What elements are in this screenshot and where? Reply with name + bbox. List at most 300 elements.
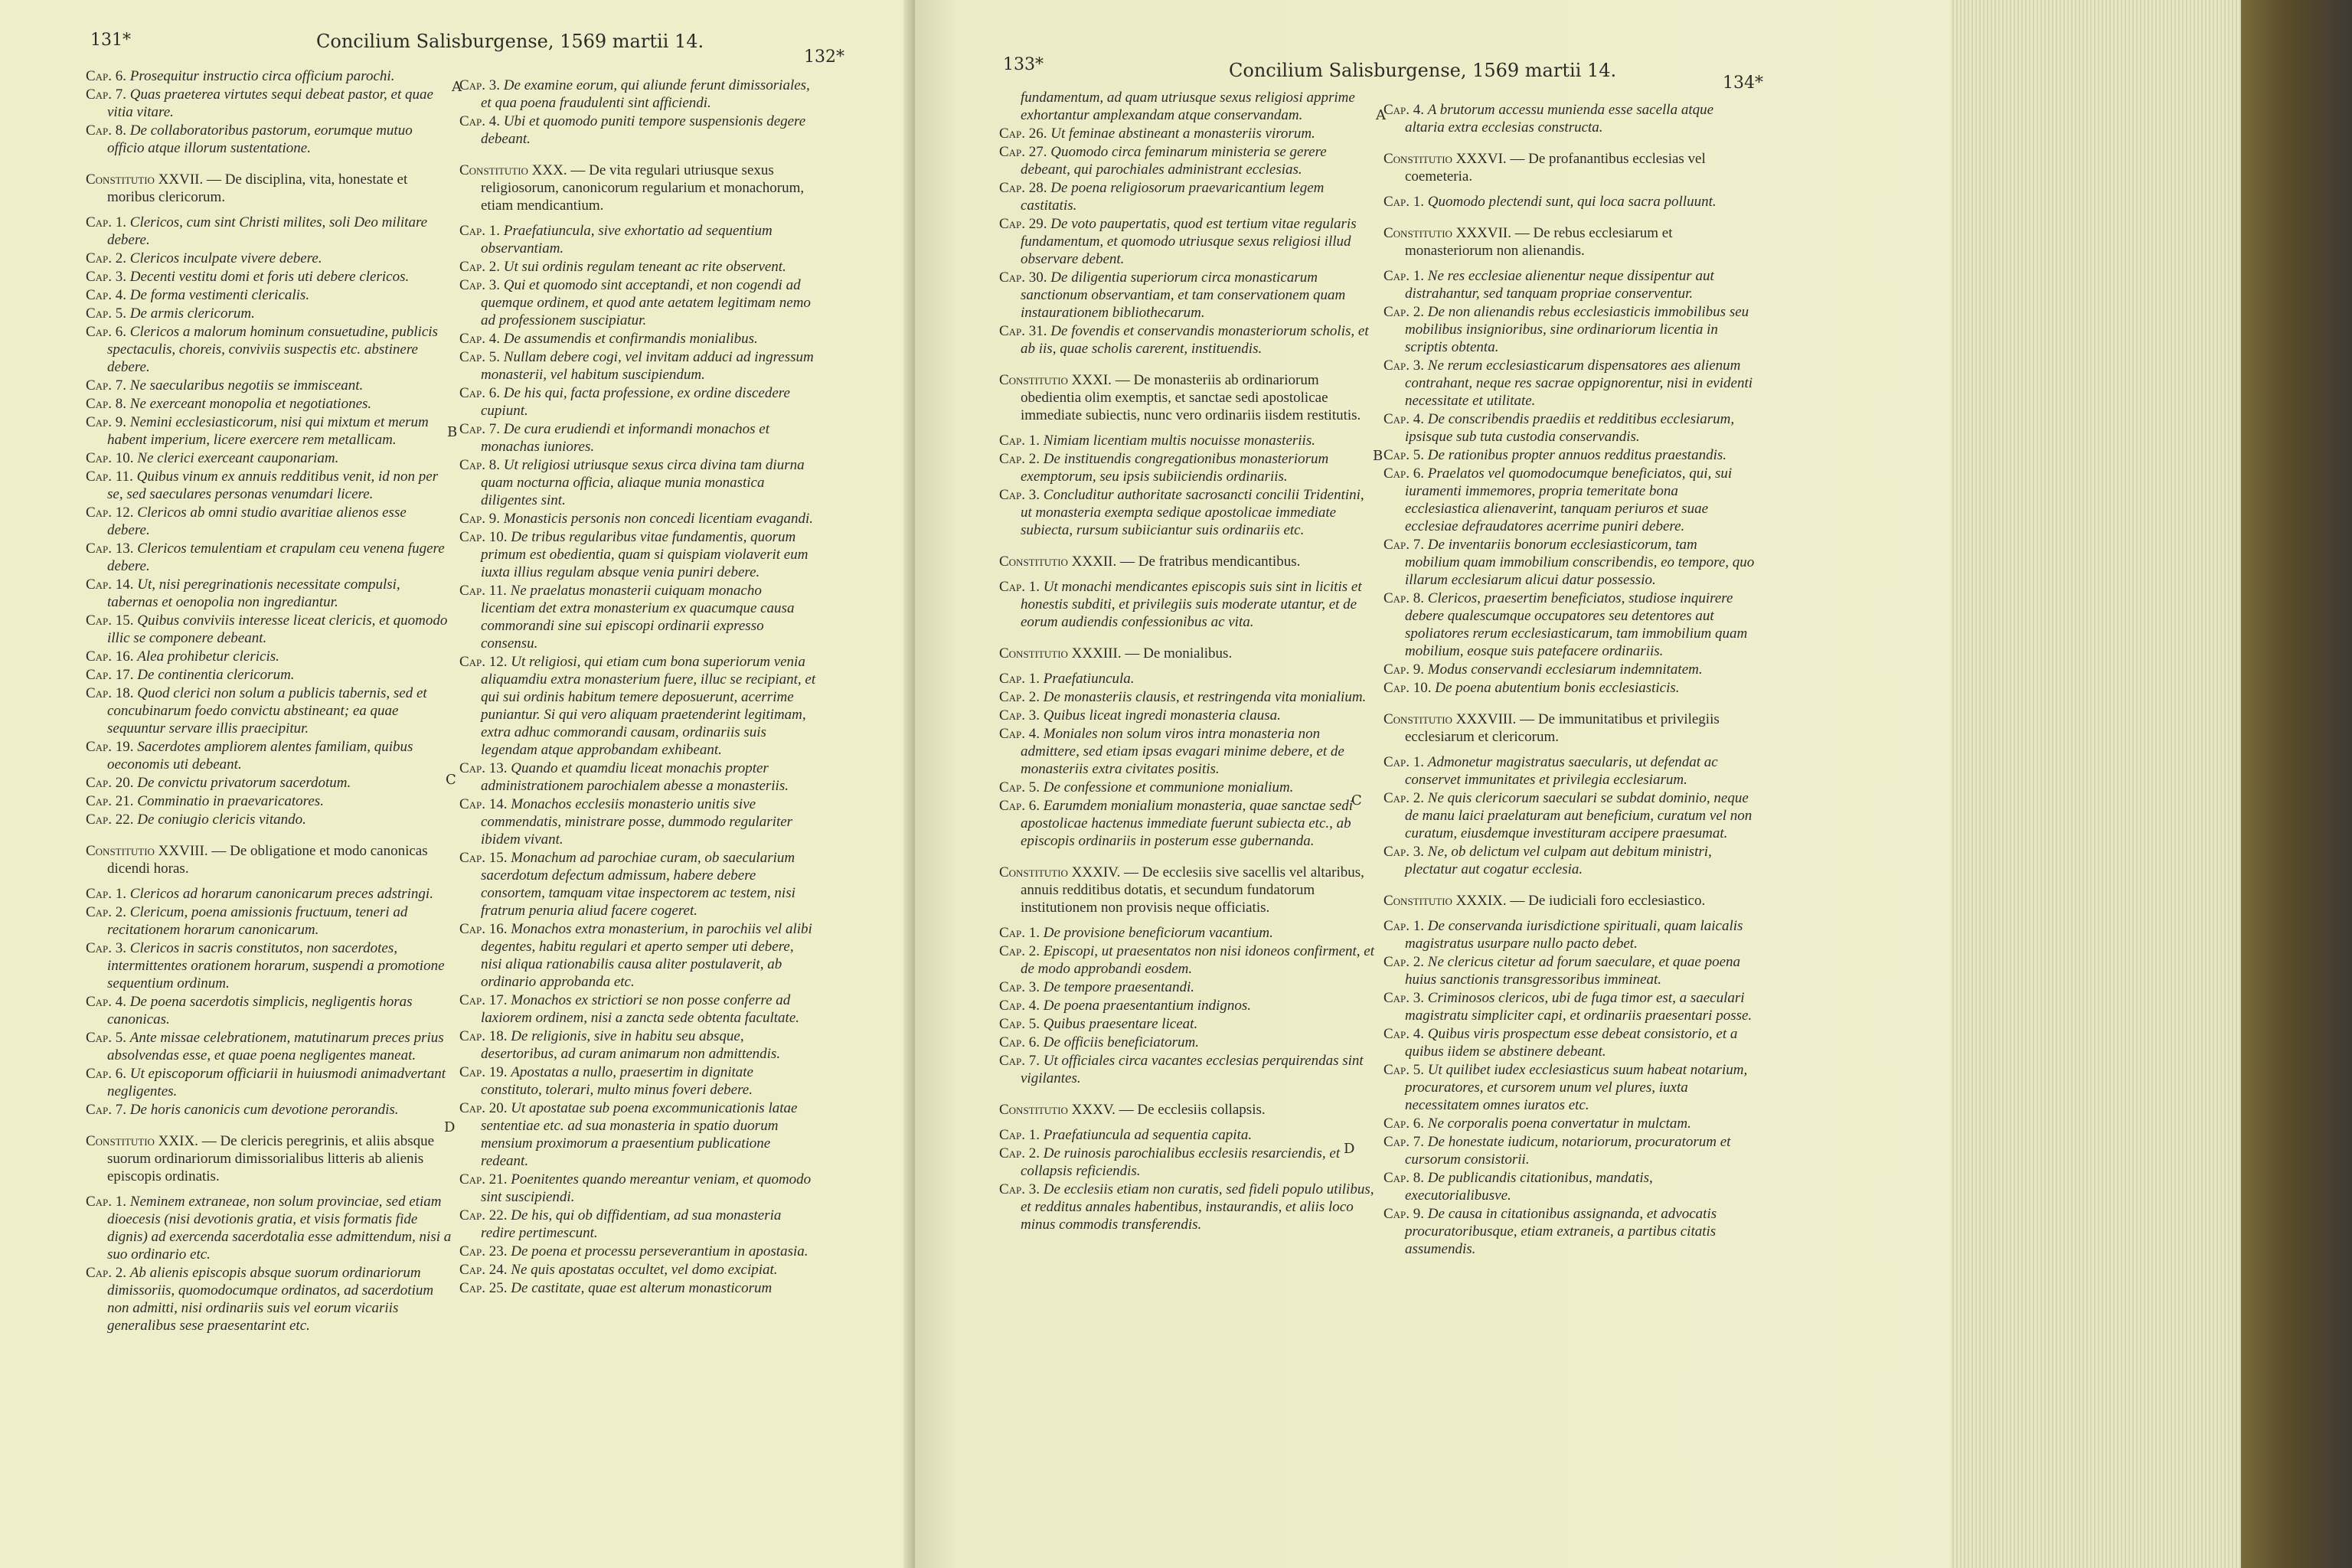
chapter-entry [999,725,1374,778]
chapter-entry [86,67,452,85]
chapter-text: Clericos, cum sint Christi milites, soli Deo militare debere. [107,214,428,248]
chapter-entry [86,738,452,773]
chapter-text: De publicandis citationibus, mandatis, executorialibusve. [1405,1170,1653,1204]
chapter-entry [86,305,452,322]
chapter-number: Cap. 6. [999,798,1040,814]
chapter-text: Ne clerici exerceant cauponariam. [137,450,339,466]
chapter-entry [999,942,1374,978]
chapter-text: Ne quis apostatas occultet, vel domo excipiat. [511,1262,778,1278]
chapter-text: De his, qui ob diffidentiam, ad sua monasteria redire pertimescunt. [481,1207,782,1241]
constitution-subject: — De ecclesiis collapsis. [1119,1102,1266,1118]
constitution-subject: — De monialibus. [1125,645,1233,662]
chapter-entry [86,811,452,828]
constitution-heading [999,371,1374,424]
chapter-entry [86,268,452,286]
chapter-number: Cap. 5. [459,349,501,365]
chapter-number: Cap. 3. [1383,844,1425,860]
chapter-entry [1383,410,1755,446]
chapter-number: Cap. 6. [86,68,127,84]
chapter-number: Cap. 13. [86,541,134,557]
chapter-text: Quibus conviviis interesse liceat clericis, et quomodo illic se componere debeant. [107,612,448,646]
chapter-text: De conservanda iurisdictione spirituali, quam laicalis magistratus usurpare nullo pacto debet. [1405,918,1743,952]
chapter-text: Quod clerici non solum a publicis tabernis, sed et concubinarum foedo convictu abstineant; ea quae sequuntur servare illis praecipitur. [107,685,427,737]
chapter-text: Monachum ad parochiae curam, ob saecularium sacerdotum defectum admissum, habere debere consortem, tamquam vitae inspectorem ac testem, nisi fratrum penuria aliud facere cogeret. [481,850,795,919]
chapter-text: De rationibus propter annuos redditus praestandis. [1427,447,1727,463]
chapter-entry [459,510,818,528]
chapter-number: Cap. 5. [86,305,127,322]
constitution-subject: — De iudiciali foro ecclesiastico. [1510,893,1706,909]
chapter-text: De honestate iudicum, notariorum, procuratorum et cursorum consistorii. [1405,1134,1731,1168]
chapter-entry [459,420,818,456]
chapter-number: Cap. 6. [999,1034,1040,1050]
chapter-entry [1383,917,1755,952]
chapter-text: Ut religiosi, qui etiam cum bona superiorum venia aliquamdiu extra monasterium fuere, illuc se recipiant, et qui sui ordinis habitum temere deposuerunt, acerrime puniantur. Si qui vero aliquam praetenderint legitimam, extra adhuc commorandi causam, ordinariis suis legendam atque approbandam exhibeant. [481,654,816,758]
chapter-text: Ut religiosi utriusque sexus circa divina tam diurna quam nocturna officia, aliaque munia monastica diligentes sint. [481,457,805,508]
chapter-number: Cap. 29. [999,216,1047,232]
chapter-text: Nullam debere cogi, vel invitam adduci ad ingressum monasterii, vel habitum suscipiendum. [481,349,814,383]
chapter-entry [999,1015,1374,1033]
constitution-title: Constitutio XXIX. [86,1133,198,1149]
chapter-number: Cap. 3. [459,277,501,293]
chapter-text: Qui et quomodo sint acceptandi, et non cogendi ad quemque ordinem, et quod ante aetatem legitimam nemo ad professionem suscipiatur. [481,277,811,328]
chapter-text: Quibus liceat ingredi monasteria clausa. [1043,707,1281,724]
chapter-text: Episcopi, ut praesentatos non nisi idoneos confirment, et de modo approbandi eosdem. [1021,943,1375,977]
chapter-number: Cap. 14. [86,577,134,593]
chapter-entry [999,1181,1374,1233]
chapter-entry [86,1065,452,1100]
chapter-text: fundamentum, ad quam utriusque sexus religiosi apprime exhortantur amplexandam atque conservandam. [1021,90,1355,123]
chapter-entry [1383,536,1755,589]
constitution-subject: — De ecclesiis sive sacellis vel altaribus, annuis redditibus dotatis, et secundum fundatorum institutionem non provisis neque officiatis. [1021,864,1364,916]
chapter-entry [86,323,452,376]
chapter-number: Cap. 6. [86,1066,127,1082]
chapter-text: Earumdem monialium monasteria, quae sanctae sedi apostolicae hactenus immediate fuerunt subiecta etc., ab episcopis ordinariis in posterum esse gubernanda. [1021,798,1354,849]
chapter-entry [459,849,818,920]
chapter-entry [86,395,452,413]
chapter-text: De poena praesentantium indignos. [1043,998,1252,1014]
chapter-entry [999,143,1374,178]
chapter-number: Cap. 30. [999,270,1047,286]
page-edges [1950,0,2241,1568]
chapter-entry [999,797,1374,850]
chapter-number: Cap. 3. [86,940,127,956]
chapter-text: Moniales non solum viros intra monasteria non admittere, sed etiam ipsas evagari minime debere, et de monasteriis extra civitates positis. [1021,726,1344,777]
margin-mark: A [1376,107,1386,123]
chapter-entry [999,450,1374,485]
chapter-number: Cap. 5. [999,779,1040,795]
chapter-number: Cap. 16. [86,648,134,665]
chapter-number: Cap. 7. [86,377,127,394]
constitution-heading [1383,150,1755,185]
chapter-number: Cap. 17. [459,992,508,1008]
left-column-2 [459,77,818,1298]
chapter-number: Cap. 7. [459,421,501,437]
chapter-number: Cap. 6. [459,385,501,401]
chapter-text: De castitate, quae est alterum monasticorum [511,1280,773,1296]
chapter-entry [999,125,1374,142]
chapter-entry [999,578,1374,631]
chapter-number: Cap. 7. [1383,537,1425,553]
chapter-text: Ut officiales circa vacantes ecclesias perquirendas sint vigilantes. [1021,1053,1364,1086]
chapter-number: Cap. 1. [86,214,127,230]
chapter-number: Cap. 15. [86,612,134,629]
book-cover-edge [2241,0,2352,1568]
chapter-number: Cap. 20. [86,775,134,791]
chapter-text: Neminem extraneae, non solum provinciae, sed etiam dioecesis (nisi devotionis gratia, et visis formatis fide dignis) ad exercenda sacerdotalia esse admittendum, nisi a suo ordinario etc. [107,1194,452,1263]
chapter-number: Cap. 1. [1383,268,1425,284]
chapter-text: Clericos in sacris constitutos, non sacerdotes, intermittentes orationem horarum, suspendi a promotione sequentium ordinum. [107,940,445,991]
chapter-text: Ut feminae abstineant a monasteriis virorum. [1050,126,1315,142]
chapter-number: Cap. 1. [999,925,1040,941]
constitution-title: Constitutio XXVII. [86,172,204,188]
chapter-entry [86,540,452,575]
chapter-number: Cap. 4. [999,726,1040,742]
chapter-entry [999,215,1374,268]
chapter-number: Cap. 3. [999,979,1040,995]
chapter-number: Cap. 13. [459,760,508,776]
chapter-entry [999,1145,1374,1180]
chapter-text: De officiis beneficiatorum. [1043,1034,1199,1050]
chapter-text: Nemini ecclesiasticorum, nisi qui mixtum et merum habent imperium, licere exercere rem metallicam. [107,414,429,448]
left-column-1 [86,67,452,1335]
chapter-number: Cap. 2. [999,689,1040,705]
chapter-entry [86,774,452,792]
chapter-text: De forma vestimenti clericalis. [129,287,310,303]
chapter-text: De provisione beneficiorum vacantium. [1043,925,1273,941]
chapter-entry [86,612,452,647]
chapter-entry [86,449,452,467]
chapter-entry [86,1101,452,1119]
chapter-number: Cap. 1. [86,886,127,902]
chapter-number: Cap. 12. [459,654,508,670]
chapter-entry [1383,661,1755,678]
chapter-text: Comminatio in praevaricatores. [137,793,324,809]
chapter-entry [459,1027,818,1063]
chapter-text: Quibus viris prospectum esse debeat consistorio, et a quibus iidem se abstinere debeant. [1405,1026,1738,1060]
chapter-text: De fovendis et conservandis monasteriorum scholis, et ab iis, quae scholis carerent, instituendis. [1021,323,1369,357]
constitution-heading [459,162,818,214]
constitution-title: Constitutio XXXVIII. [1383,711,1517,727]
constitution-title: Constitutio XXXIII. [999,645,1122,662]
chapter-entry [459,582,818,652]
chapter-text: Monasticis personis non concedi licentiam evagandi. [503,511,814,527]
chapter-entry [999,1052,1374,1087]
constitution-heading [1383,710,1755,746]
chapter-entry [999,179,1374,214]
constitution-heading [86,171,452,206]
chapter-number: Cap. 4. [1383,1026,1425,1042]
chapter-entry [459,1063,818,1099]
constitution-title: Constitutio XXXVI. [1383,151,1507,167]
chapter-entry [459,1243,818,1260]
chapter-number: Cap. 28. [999,180,1047,196]
chapter-number: Cap. 1. [999,433,1040,449]
chapter-entry [459,77,818,112]
chapter-number: Cap. 15. [459,850,508,866]
running-header: Concilium Salisburgense, 1569 martii 14. [316,31,704,52]
chapter-number: Cap. 3. [86,269,127,285]
chapter-number: Cap. 3. [999,1181,1040,1197]
chapter-text: De poena abutentium bonis ecclesiasticis. [1435,680,1680,696]
chapter-text: Praefatiuncula, sive exhortatio ad sequentium observantiam. [481,223,773,256]
chapter-entry [1383,193,1755,211]
chapter-entry [999,486,1374,539]
left-page [0,0,915,1568]
margin-mark: C [446,772,456,788]
constitution-heading [999,645,1374,662]
chapter-number: Cap. 23. [459,1243,508,1259]
chapter-text: De his qui, facta professione, ex ordine discedere cupiunt. [481,385,790,419]
chapter-entry [86,1193,452,1263]
chapter-number: Cap. 22. [459,1207,508,1223]
chapter-entry [86,993,452,1028]
chapter-number: Cap. 4. [1383,411,1425,427]
constitution-subject: — De vita regulari utriusque sexus religiosorum, canonicorum regularium et monachorum, etiam mendicantium. [481,162,805,214]
chapter-text: Clericos temulentiam et crapulam ceu venena fugere debere. [107,541,445,574]
chapter-number: Cap. 19. [86,739,134,755]
chapter-text: Clericos a malorum hominum consuetudine, publicis spectaculis, choreis, conviviis suspectis etc. abstinere debere. [107,324,438,375]
chapter-number: Cap. 2. [86,904,127,920]
constitution-subject: — De monasteriis ab ordinariorum obedientia olim exemptis, et sanctae sedi apostolicae immediate subiectis, nunc vero ordinariis iisdem restitutis. [1021,372,1361,423]
chapter-number: Cap. 8. [459,457,501,473]
constitution-title: Constitutio XXXV. [999,1102,1116,1118]
chapter-entry [459,653,818,759]
chapter-text: Praefatiuncula ad sequentia capita. [1043,1127,1253,1143]
constitution-subject: — De immunitatibus et privilegiis ecclesiarum et clericorum. [1405,711,1720,745]
chapter-text: Ne praelatus monasterii cuiquam monacho licentiam det extra monasterium ex quacumque causa commorandi sine sui episcopi ordinarii expresso consensu. [481,583,795,652]
chapter-number: Cap. 9. [1383,1206,1425,1222]
chapter-entry [999,997,1374,1014]
chapter-entry [999,688,1374,706]
chapter-entry [86,648,452,665]
chapter-entry [459,456,818,509]
chapter-text: Prosequitur instructio circa officium parochi. [129,68,395,84]
chapter-entry [459,1279,818,1297]
chapter-number: Cap. 18. [459,1028,508,1044]
chapter-number: Cap. 2. [86,250,127,266]
chapter-entry [86,86,452,121]
constitution-heading [1383,892,1755,910]
margin-mark: A [452,79,462,95]
page-number: 132* [804,47,844,67]
chapter-entry [86,576,452,611]
chapter-entry [1383,446,1755,464]
chapter-text: Alea prohibetur clericis. [137,648,279,665]
constitution-title: Constitutio XXXIX. [1383,893,1507,909]
chapter-number: Cap. 7. [1383,1134,1425,1150]
chapter-entry [459,760,818,795]
chapter-number: Cap. 9. [459,511,501,527]
chapter-text: Ne saecularibus negotiis se immisceant. [129,377,364,394]
chapter-text: Apostatas a nullo, praesertim in dignitate constituto, tolerari, multo minus foveri debere. [481,1064,753,1098]
chapter-entry [86,250,452,267]
chapter-entry [999,707,1374,724]
chapter-number: Cap. 4. [1383,102,1425,118]
chapter-number: Cap. 12. [86,505,134,521]
chapter-number: Cap. 21. [86,793,134,809]
chapter-number: Cap. 9. [86,414,127,430]
chapter-number: Cap. 1. [1383,918,1425,934]
chapter-number: Cap. 2. [459,259,501,275]
chapter-number: Cap. 10. [1383,680,1432,696]
chapter-number: Cap. 8. [86,122,127,139]
page-number: 131* [90,31,131,50]
chapter-number: Cap. 4. [86,287,127,303]
right-column-2 [1383,101,1755,1259]
constitution-subject: — De clericis peregrinis, et aliis absque suorum ordinariorum dimissorialibus litteris ab alienis episcopis ordinatis. [107,1133,435,1184]
chapter-text: Decenti vestitu domi et foris uti debere clericos. [129,269,410,285]
chapter-text: De non alienandis rebus ecclesiasticis immobilibus seu mobilibus insignioribus, sine ordinariorum licentia in scriptis obtenta. [1405,304,1749,355]
constitution-subject: — De fratribus mendicantibus. [1120,554,1301,570]
chapter-entry [86,666,452,684]
chapter-entry [459,330,818,348]
chapter-entry [459,348,818,384]
chapter-number: Cap. 1. [999,671,1040,687]
chapter-number: Cap. 6. [86,324,127,340]
chapter-text: De diligentia superiorum circa monasticarum sanctionum observantiam, et tam conservationem quam instaurationem bibliothecarum. [1021,270,1346,321]
chapter-text: Ne res ecclesiae alienentur neque dissipentur aut distrahantur, sed tanquam propriae conserventur. [1405,268,1714,302]
chapter-entry [86,286,452,304]
chapter-number: Cap. 2. [1383,954,1425,970]
chapter-text: Quomodo plectendi sunt, qui loca sacra polluunt. [1427,194,1717,210]
chapter-entry [459,222,818,257]
chapter-entry [86,122,452,157]
chapter-number: Cap. 26. [999,126,1047,142]
chapter-number: Cap. 10. [86,450,134,466]
chapter-number: Cap. 2. [999,943,1040,959]
chapter-text: De collaboratoribus pastorum, eorumque mutuo officio atque illorum sustentatione. [107,122,413,156]
chapter-entry [1383,357,1755,410]
chapter-text: Ut sui ordinis regulam teneant ac rite observent. [503,259,786,275]
chapter-entry [1383,753,1755,789]
chapter-entry [1383,465,1755,535]
chapter-text: De conscribendis praediis et redditibus ecclesiarum, ipsisque sub tuta custodia conservandis. [1405,411,1735,445]
right-page [915,0,1950,1568]
constitution-heading [86,842,452,877]
chapter-entry [999,322,1374,358]
chapter-number: Cap. 8. [1383,1170,1425,1186]
constitution-title: Constitutio XXVIII. [86,843,208,859]
chapter-text: Ne quis clericorum saeculari se subdat dominio, neque de manu laici praelaturam aut beneficium, curatum vel non curatum, eiusdemque investituram accipere praesumat. [1405,790,1753,841]
constitution-title: Constitutio XXX. [459,162,567,178]
chapter-text: Monachos ecclesiis monasterio unitis sive commendatis, ministrare posse, dummodo regulariter ibidem vivant. [481,796,793,848]
constitution-heading [999,864,1374,916]
chapter-number: Cap. 19. [459,1064,508,1080]
chapter-number: Cap. 8. [1383,590,1425,606]
chapter-entry [459,384,818,420]
chapter-text: Quibus vinum ex annuis redditibus venit, id non per se, sed saeculares personas venumdari licere. [107,469,439,502]
chapter-number: Cap. 8. [86,396,127,412]
chapter-entry [1383,843,1755,878]
chapter-entry [999,1034,1374,1051]
chapter-text: De tempore praesentandi. [1043,979,1194,995]
chapter-entry [459,276,818,329]
page-number: 134* [1723,74,1763,93]
chapter-entry [86,1264,452,1334]
chapter-entry [1383,303,1755,356]
chapter-number: Cap. 4. [999,998,1040,1014]
chapter-number: Cap. 2. [1383,304,1425,320]
chapter-number: Cap. 3. [1383,358,1425,374]
chapter-entry [1383,1025,1755,1060]
chapter-number: Cap. 1. [459,223,501,239]
chapter-entry [1383,1169,1755,1204]
chapter-number: Cap. 5. [86,1030,127,1046]
chapter-number: Cap. 1. [1383,754,1425,770]
chapter-text: Ne corporalis poena convertatur in mulctam. [1427,1116,1691,1132]
chapter-entry [999,670,1374,688]
chapter-text: Ut monachi mendicantes episcopis suis sint in licitis et honestis subditi, et privilegiis suis moderate utantur, et de eorum audiendis confessionibus ac vita. [1021,579,1362,630]
chapter-number: Cap. 4. [459,331,501,347]
chapter-number: Cap. 10. [459,529,508,545]
running-header: Concilium Salisburgense, 1569 martii 14. [1229,60,1617,81]
chapter-entry [459,113,818,148]
chapter-entry [1383,1133,1755,1168]
chapter-text: Quando et quamdiu liceat monachis propter administrationem parochialem abesse a monasteriis. [481,760,789,794]
constitution-title: Constitutio XXXII. [999,554,1117,570]
chapter-text: A brutorum accessu munienda esse sacella atque altaria extra ecclesias constructa. [1405,102,1714,136]
chapter-number: Cap. 16. [459,921,508,937]
chapter-number: Cap. 1. [999,579,1040,595]
chapter-text: De instituendis congregationibus monasteriorum exemptorum, seu ipsis subiiciendis ordinariis. [1021,451,1329,485]
constitution-title: Constitutio XXXIV. [999,864,1121,880]
chapter-number: Cap. 7. [86,87,127,103]
chapter-number: Cap. 22. [86,812,134,828]
chapter-text: Criminosos clericos, ubi de fuga timor est, a saeculari magistratu simpliciter capi, et ordinariis praesentari posse. [1405,990,1753,1024]
chapter-entry [1383,267,1755,302]
chapter-text: Ante missae celebrationem, matutinarum preces prius absolvendas esse, et quae poena negligentes maneat. [107,1030,444,1063]
chapter-number: Cap. 18. [86,685,134,701]
chapter-text: Ubi et quomodo puniti tempore suspensionis degere debeant. [481,113,806,147]
chapter-number: Cap. 3. [999,707,1040,724]
chapter-entry [459,258,818,276]
constitution-title: Constitutio XXXI. [999,372,1112,388]
chapter-entry [86,684,452,737]
constitution-subject: — De obligatione et modo canonicas dicendi horas. [107,843,428,877]
chapter-text: Ut apostatae sub poena excommunicationis latae sententiae etc. ad sua monasteria in spatio duorum mensium proximorum a praesentium publicatione redeant. [481,1100,798,1169]
chapter-entry [86,1029,452,1064]
chapter-entry [1383,1205,1755,1258]
chapter-entry [1383,789,1755,842]
chapter-number: Cap. 1. [999,1127,1040,1143]
chapter-number: Cap. 4. [86,994,127,1010]
chapter-entry [999,432,1374,449]
chapter-number: Cap. 5. [1383,1062,1425,1078]
chapter-text: Ut episcoporum officiarii in huiusmodi animadvertant negligentes. [107,1066,446,1099]
chapter-text: Clericum, poena amissionis fructuum, teneri ad recitationem horarum canonicarum. [107,904,408,938]
chapter-number: Cap. 11. [459,583,507,599]
chapter-entry [459,1099,818,1170]
chapter-text: Ut quilibet iudex ecclesiasticus suum habeat notarium, procuratores, et cursorem unum vel plures, iuxta necessitatem omnes iuratos etc. [1405,1062,1748,1113]
chapter-text: Nimiam licentiam multis nocuisse monasteriis. [1043,433,1315,449]
chapter-text: Ut, nisi peregrinationis necessitate compulsi, tabernas et oenopolia non ingrediantur. [107,577,400,610]
chapter-text: De horis canonicis cum devotione perorandis. [129,1102,399,1118]
chapter-number: Cap. 17. [86,667,134,683]
chapter-number: Cap. 2. [86,1265,127,1281]
chapter-entry [459,1261,818,1279]
chapter-number: Cap. 1. [1383,194,1425,210]
chapter-text: De examine eorum, qui aliunde ferunt dimissoriales, et qua poena fraudulenti sint afficiendi. [481,77,810,111]
chapter-entry [459,795,818,848]
chapter-entry [1383,989,1755,1024]
chapter-text: Monachos extra monasterium, in parochiis vel alibi degentes, habitu regulari et aperto semper uti debere, nisi aliqua rationabilis causa aliter postulaverit, ab ordinario approbanda etc. [481,921,812,990]
margin-mark: D [444,1119,456,1135]
chapter-entry [86,468,452,503]
chapter-text: Quas praeterea virtutes sequi debeat pastor, et quae vitia vitare. [107,87,433,120]
chapter-entry [86,939,452,992]
chapter-text: Admonetur magistratus saecularis, ut defendat ac conservet immunitates et privilegia ecclesiarum. [1405,754,1718,788]
chapter-entry [1383,101,1755,136]
